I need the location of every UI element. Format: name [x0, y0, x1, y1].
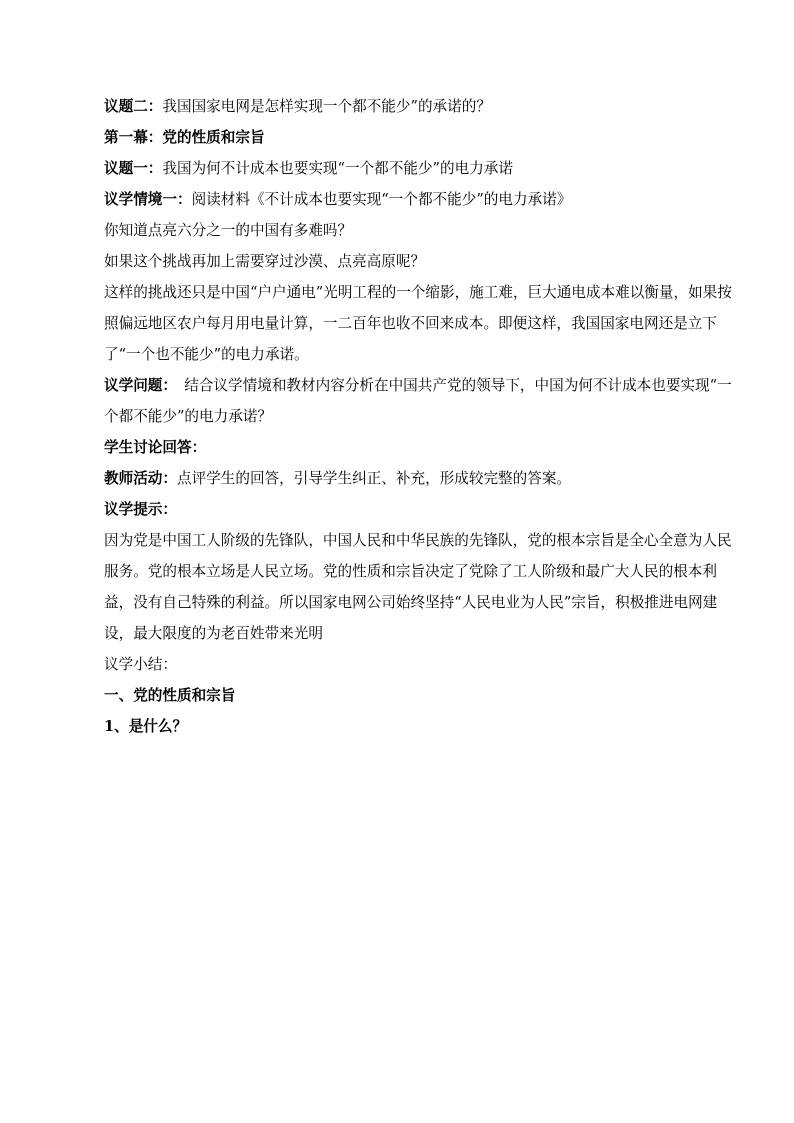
subsection-one-heading: 1、是什么？ [104, 718, 188, 735]
act-one-label: 第一幕： [104, 129, 163, 146]
study-question-label: 议学问题： [104, 377, 170, 394]
hint-paragraph [104, 525, 732, 649]
teacher-activity-label: 教师活动： [104, 470, 177, 487]
study-hint-line [104, 494, 732, 525]
topic-one-text: 我国为何不计成本也要实现“一个都不能少”的电力承诺 [162, 160, 513, 177]
topic-one-label: 议题一： [104, 160, 163, 177]
document-body [104, 91, 732, 742]
act-one-line [104, 122, 732, 153]
act-one-text: 党的性质和宗旨 [162, 129, 265, 146]
summary-line: 议学小结： [104, 656, 177, 673]
challenge-paragraph [104, 277, 732, 370]
hint-paragraph-text: 因为党是中国工人阶级的先锋队，中国人民和中华民族的先锋队，党的根本宗旨是全心全意为人民服务。党的根本立场是人民立场。党的性质和宗旨决定了党除了工人阶级和最广大人民的根本利益，没有自己特殊的利益。所以国家电网公司始终坚持“人民电业为人民”宗旨，积极推进电网建设，最大限度的为老百姓带来光明 [104, 532, 732, 642]
topic-two-line [104, 91, 732, 122]
question-line-2: 如果这个挑战再加上需要穿过沙漠、点亮高原呢？ [104, 253, 426, 270]
situation-one-text: 阅读材料《不计成本也要实现“一个都不能少”的电力承诺》 [191, 191, 572, 208]
study-hint-label: 议学提示： [104, 501, 177, 518]
study-question-text: 结合议学情境和教材内容分析在中国共产党的领导下，中国为何不计成本也要实现“一个都不能少”的电力承诺？ [104, 377, 732, 425]
challenge-paragraph-text: 这样的挑战还只是中国“户户通电”光明工程的一个缩影，施工难，巨大通电成本难以衡量，如果按照偏远地区农户每月用电量计算，一二百年也收不回来成本。即便这样，我国国家电网还是立下了“一个也不能少”的电力承诺。 [104, 284, 732, 363]
section-one-heading: 一、党的性质和宗旨 [104, 687, 236, 704]
teacher-activity-text: 点评学生的回答，引导学生纠正、补充，形成较完整的答案。 [176, 470, 572, 487]
student-discussion-line [104, 432, 732, 463]
teacher-activity-line [104, 463, 732, 494]
study-question-paragraph [104, 370, 732, 432]
topic-one-line [104, 153, 732, 184]
question-line-1: 你知道点亮六分之一的中国有多难吗？ [104, 222, 353, 239]
topic-two-label: 议题二： [104, 98, 163, 115]
situation-one-line [104, 184, 732, 215]
topic-two-text: 我国国家电网是怎样实现一个都不能少”的承诺的？ [162, 98, 491, 115]
situation-one-label: 议学情境一： [104, 191, 192, 208]
student-discussion-label: 学生讨论回答： [104, 439, 207, 456]
